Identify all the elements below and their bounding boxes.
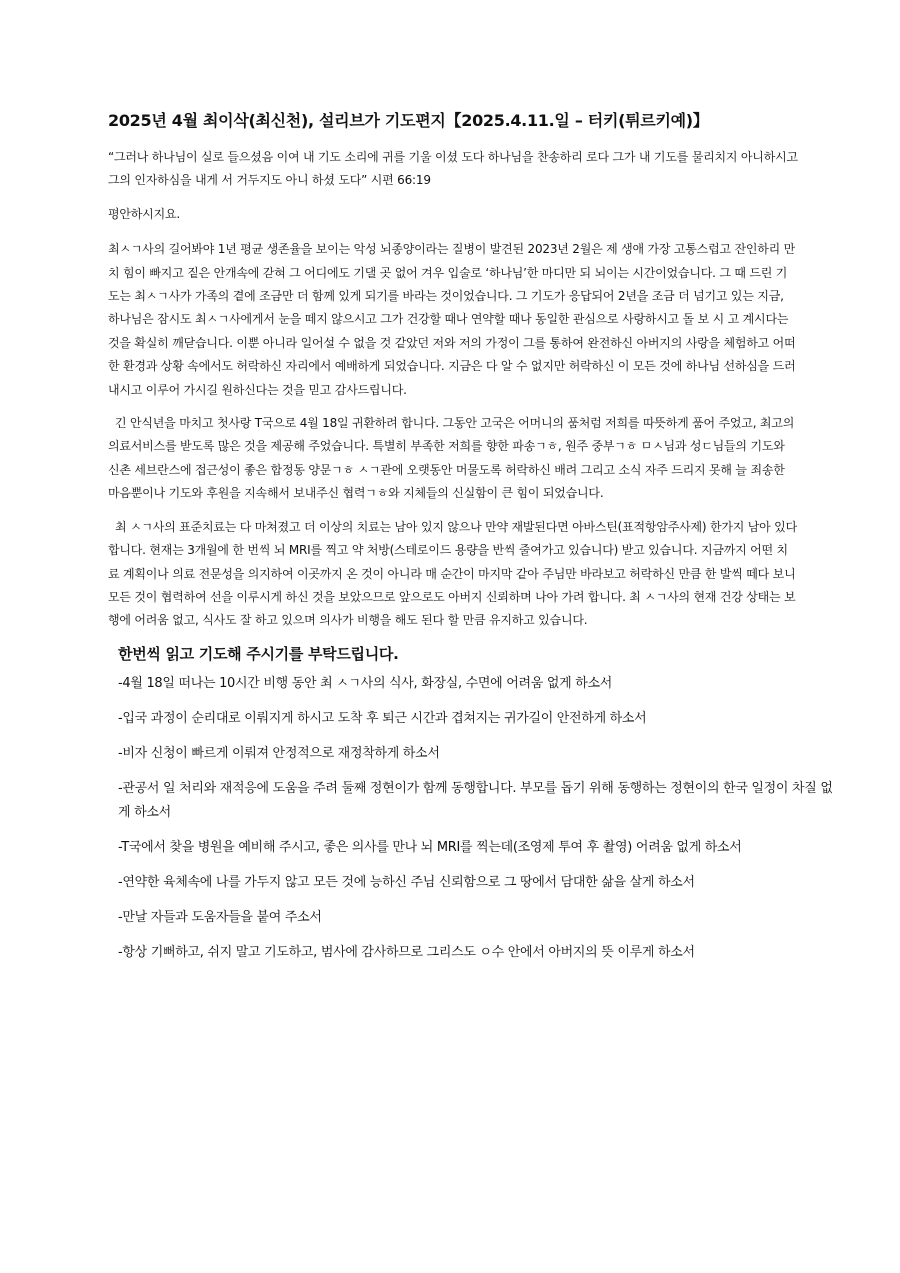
prayer-request-list — [108, 672, 838, 965]
paragraph-return-plan: 긴 안식년을 마치고 첫사랑 T국으로 4월 18일 귀환하려 합니다. 그동안 고국은 어머니의 품처럼 저희를 따뜻하게 품어 주었고, 최고의 의료서비스를 받도록 많은 것을 제공해 주었습니다. 특별히 부족한 저희를 향한 파송ㄱㅎ, 원주 중부ㄱㅎ ㅁㅅ님과 성ㄷ님들의 기도와 신촌 세브란스에 접근성이 좋은 합정동 양문ㄱㅎ ㅅㄱ관에 오랫동안 머물도록 허락하신 배려 그리고 소식 자주 드리지 못해 늘 죄송한 마음뿐이나 기도와 후원을 지속해서 보내주신 협력ㄱㅎ와 지체들의 신실함이 큰 힘이 되었습니다. — [108, 416, 795, 501]
paragraph-treatment-status: 최 ㅅㄱ사의 표준치료는 다 마쳐졌고 더 이상의 치료는 남아 있지 않으나 만약 재발된다면 아바스틴(표적항암주사제) 한가지 남아 있다 합니다. 현재는 3개월에 한 번씩 뇌 MRI를 찍고 약 처방(스테로이드 용량을 반씩 줄여가고 있습니다) 받고 있습니다. 지금까지 어떤 치료 계획이나 의료 전문성을 의지하여 이곳까지 온 것이 아니라 매 순간이 마지막 같아 주님만 바라보고 허락하신 만큼 한 발씩 떼다 보니 모든 것이 협력하여 선을 이루시게 하신 것을 보았으므로 앞으로도 아버지 신뢰하며 나아 가려 합니다. 최 ㅅㄱ사의 현재 건강 상태는 보행에 어려움 없고, 식사도 잘 하고 있으며 의사가 비행을 해도 된다 할 만큼 유지하고 있습니다. — [108, 519, 797, 628]
prayer-item: -입국 과정이 순리대로 이뤄지게 하시고 도착 후 퇴근 시간과 겹쳐지는 귀가길이 안전하게 하소서 — [118, 710, 647, 726]
letter-title: 2025년 4월 최이삭(최신천), 설리브가 기도편지【2025.4.11.일 – 터키(튀르키예)】 — [108, 111, 709, 130]
letter-page — [108, 108, 833, 976]
prayer-request-heading: 한번씩 읽고 기도해 주시기를 부탁드립니다. — [118, 644, 399, 663]
prayer-item: -비자 신청이 빠르게 이뤄져 안정적으로 재정착하게 하소서 — [118, 745, 440, 761]
paragraph-health-update: 최ㅅㄱ사의 길어봐야 1년 평균 생존율을 보이는 악성 뇌종양이라는 질병이 발견된 2023년 2월은 제 생애 가장 고통스럽고 잔인하리 만치 힘이 빠지고 짙은 안개속에 갇혀 그 어디에도 기댈 곳 없어 겨우 입술로 ‘하나님’한 마디만 되 뇌이는 시간이었습니다. 그 때 드린 기도는 최ㅅㄱ사가 가족의 곁에 조금만 더 함께 있게 되기를 바라는 것이었습니다. 그 기도가 응답되어 2년을 조금 더 넘기고 있는 지금, 하나님은 잠시도 최ㅅㄱ사에게서 눈을 떼지 않으시고 그가 건강할 때나 연약할 때나 동일한 관심으로 사랑하시고 돌 보 시 고 계시다는 것을 확실히 깨닫습니다. 이뿐 아니라 일어설 수 없을 것 같았던 저와 저의 가정이 그를 통하여 완전하신 아버지의 사랑을 체험하고 어떠한 환경과 상황 속에서도 허락하신 자리에서 예배하게 되었습니다. 지금은 다 알 수 없지만 허락하신 이 모든 것에 하나님 선하심을 드러내시고 이루어 가시길 원하신다는 것을 믿고 감사드립니다. — [108, 242, 796, 397]
scripture-verse: “그러나 하나님이 실로 들으셨음 이여 내 기도 소리에 귀를 기울 이셨 도다 하나님을 찬송하리 로다 그가 내 기도를 물리치지 아니하시고 그의 인자하심을 내게 서 거두지도 아니 하셨 도다” 시편 66:19 — [108, 150, 798, 188]
prayer-item: -T국에서 찾을 병원을 예비해 주시고, 좋은 의사를 만나 뇌 MRI를 찍는데(조영제 투여 후 촬영) 어려움 없게 하소서 — [118, 839, 742, 855]
prayer-item: -관공서 일 처리와 재적응에 도움을 주려 둘째 정현이가 함께 동행합니다. 부모를 돕기 위해 동행하는 정현이의 한국 일정이 차질 없게 하소서 — [118, 780, 833, 820]
prayer-item: -4월 18일 떠나는 10시간 비행 동안 최 ㅅㄱ사의 식사, 화장실, 수면에 어려움 없게 하소서 — [118, 675, 612, 691]
prayer-item: -항상 기뻐하고, 쉬지 말고 기도하고, 범사에 감사하므로 그리스도 ㅇ수 안에서 아버지의 뜻 이루게 하소서 — [118, 944, 695, 960]
greeting: 평안하시지요. — [108, 206, 180, 221]
prayer-item: -연약한 육체속에 나를 가두지 않고 모든 것에 능하신 주님 신뢰함으로 그 땅에서 담대한 삶을 살게 하소서 — [118, 874, 695, 890]
prayer-item: -만날 자들과 도움자들을 붙여 주소서 — [118, 909, 322, 925]
